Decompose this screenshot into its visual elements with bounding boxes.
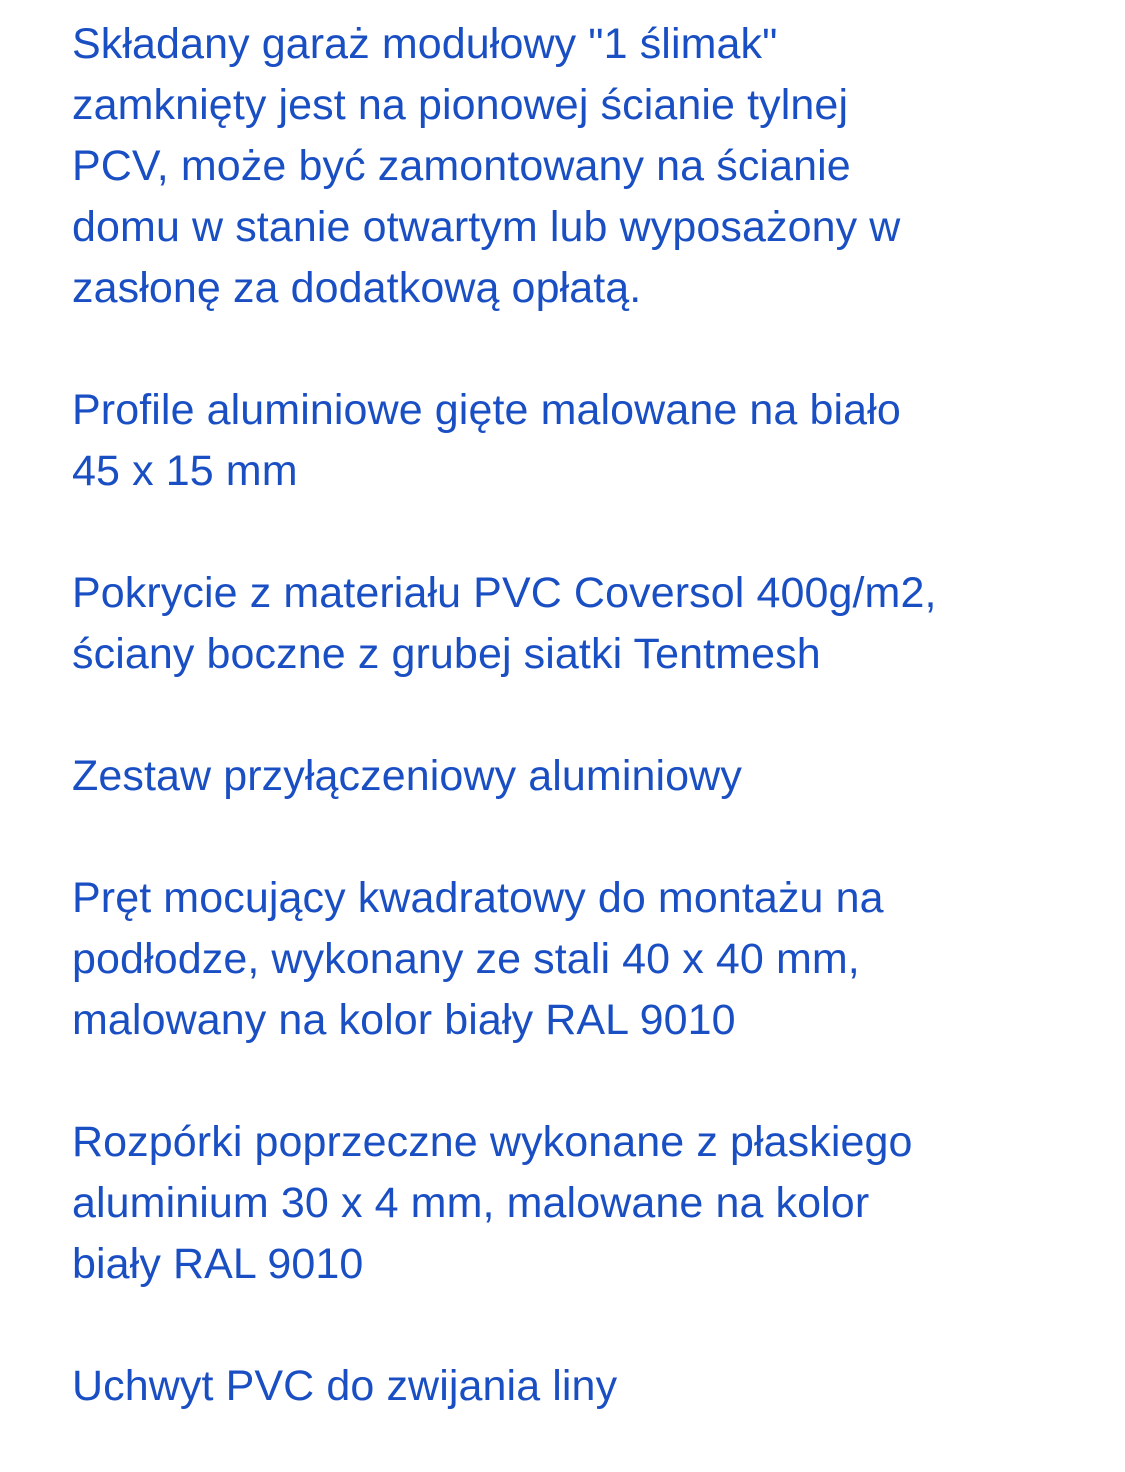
paragraph-cover: [72, 563, 1065, 685]
text-line: podłodze, wykonany ze stali 40 x 40 mm,: [72, 935, 860, 983]
paragraph-connection-kit: [72, 746, 1065, 807]
paragraph-rope-holder: [72, 1356, 1065, 1417]
text-line: aluminium 30 x 4 mm, malowane na kolor: [72, 1179, 870, 1227]
text-line: Zestaw przyłączeniowy aluminiowy: [72, 752, 742, 800]
paragraph-spacers: [72, 1112, 1065, 1295]
text-line: 45 x 15 mm: [72, 447, 298, 495]
text-line: domu w stanie otwartym lub wyposażony w: [72, 203, 901, 251]
text-line: Profile aluminiowe gięte malowane na biało: [72, 386, 901, 434]
paragraph-mounting-bar: [72, 868, 1065, 1051]
text-line: Rozpórki poprzeczne wykonane z płaskiego: [72, 1118, 913, 1166]
text-line: Uchwyt PVC do zwijania liny: [72, 1362, 618, 1410]
text-line: ściany boczne z grubej siatki Tentmesh: [72, 630, 821, 678]
text-line: biały RAL 9010: [72, 1240, 364, 1288]
text-line: Składany garaż modułowy "1 ślimak": [72, 20, 778, 68]
text-line: Pokrycie z materiału PVC Coversol 400g/m2,: [72, 569, 937, 617]
text-line: zasłonę za dodatkową opłatą.: [72, 264, 642, 312]
text-line: zamknięty jest na pionowej ścianie tylnej: [72, 81, 849, 129]
text-line: Pręt mocujący kwadratowy do montażu na: [72, 874, 884, 922]
text-line: PCV, może być zamontowany na ścianie: [72, 142, 851, 190]
paragraph-intro: [72, 14, 1065, 319]
text-line: malowany na kolor biały RAL 9010: [72, 996, 736, 1044]
paragraph-profiles: [72, 380, 1065, 502]
